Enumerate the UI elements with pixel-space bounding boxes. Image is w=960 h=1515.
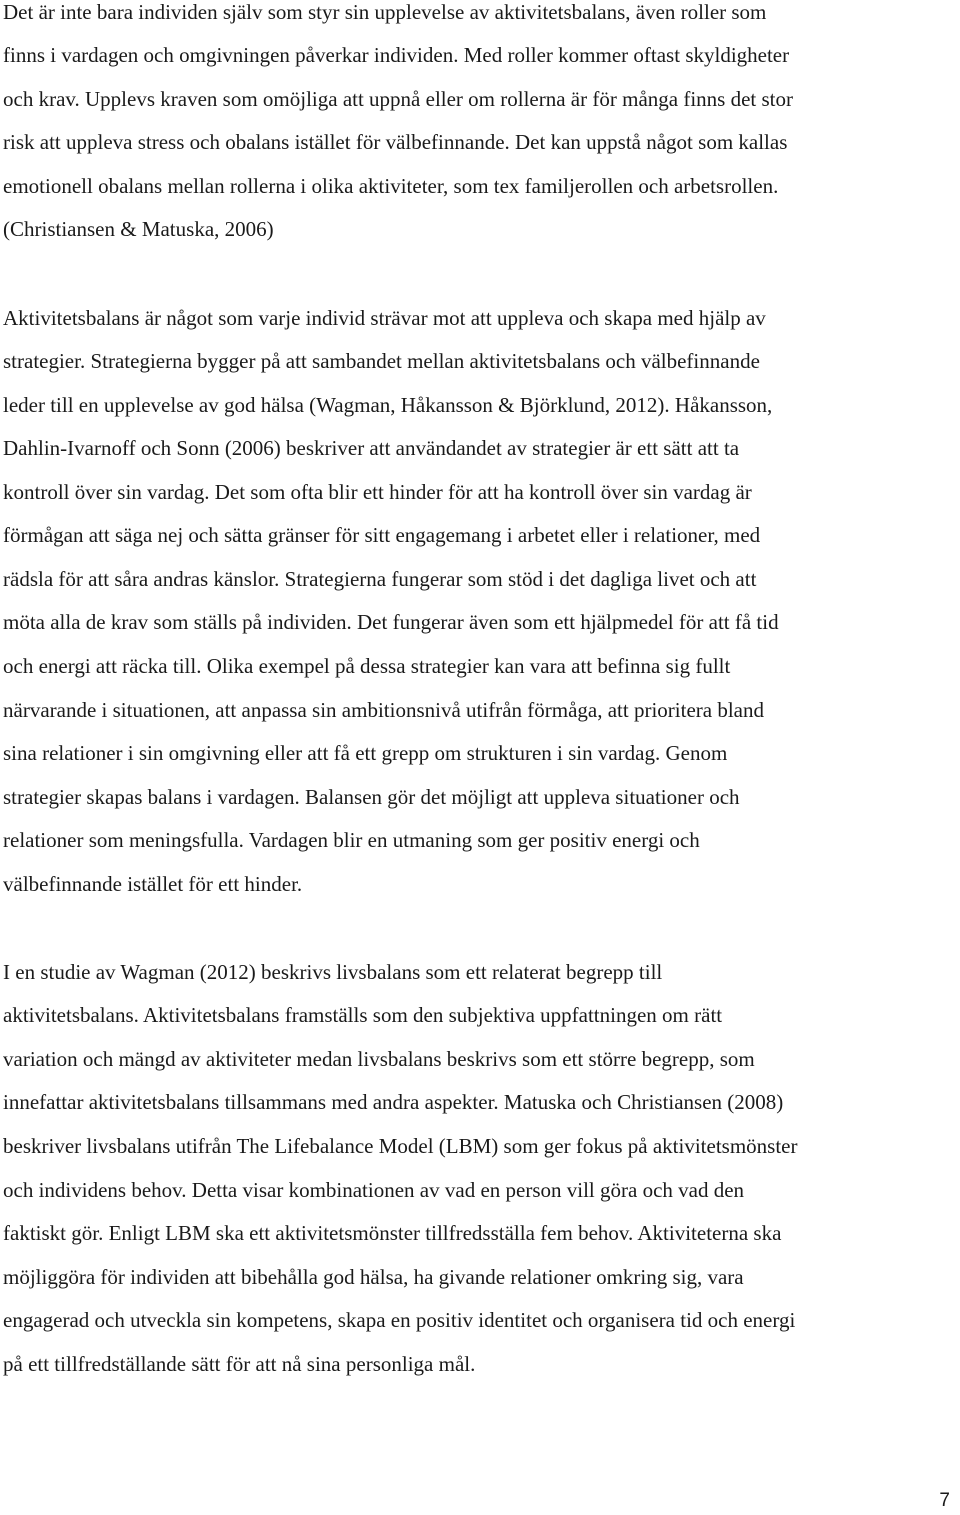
text-line: förmågan att säga nej och sätta gränser för sitt engagemang i arbetet eller i relationer, med bbox=[3, 523, 761, 547]
text-line: innefattar aktivitetsbalans tillsammans med andra aspekter. Matuska och Christiansen (2008) bbox=[3, 1090, 784, 1114]
text-line: faktiskt gör. Enligt LBM ska ett aktivitetsmönster tillfredsställa fem behov. Aktiviteterna ska bbox=[3, 1221, 782, 1245]
text-line: risk att uppleva stress och obalans istället för välbefinnande. Det kan uppstå något som kallas bbox=[3, 130, 788, 154]
text-line: rädsla för att såra andras känslor. Strategierna fungerar som stöd i det dagliga livet och att bbox=[3, 567, 757, 591]
text-line: på ett tillfredställande sätt för att nå sina personliga mål. bbox=[3, 1352, 476, 1376]
text-line: I en studie av Wagman (2012) beskrivs livsbalans som ett relaterat begrepp till bbox=[3, 960, 663, 984]
page-number: 7 bbox=[939, 1490, 950, 1511]
text-line: och energi att räcka till. Olika exempel på dessa strategier kan vara att befinna sig fullt bbox=[3, 654, 731, 678]
text-line: kontroll över sin vardag. Det som ofta blir ett hinder för att ha kontroll över sin vardag är bbox=[3, 480, 752, 504]
text-line: Dahlin-Ivarnoff och Sonn (2006) beskriver att användandet av strategier är ett sätt att ta bbox=[3, 436, 740, 460]
text-line: relationer som meningsfulla. Vardagen blir en utmaning som ger positiv energi och bbox=[3, 828, 700, 852]
text-line: närvarande i situationen, att anpassa sin ambitionsnivå utifrån förmåga, att prioritera bland bbox=[3, 698, 765, 722]
text-line: leder till en upplevelse av god hälsa (Wagman, Håkansson & Björklund, 2012). Håkansson, bbox=[3, 393, 773, 417]
text-line: välbefinnande istället för ett hinder. bbox=[3, 872, 303, 896]
text-line: finns i vardagen och omgivningen påverkar individen. Med roller kommer oftast skyldigheter bbox=[3, 43, 790, 67]
text-line: Det är inte bara individen själv som styr sin upplevelse av aktivitetsbalans, även roller som bbox=[3, 0, 767, 24]
text-line: Aktivitetsbalans är något som varje individ strävar mot att uppleva och skapa med hjälp av bbox=[3, 306, 766, 330]
text-line: (Christiansen & Matuska, 2006) bbox=[3, 217, 274, 241]
text-line: strategier skapas balans i vardagen. Balansen gör det möjligt att uppleva situationer och bbox=[3, 785, 740, 809]
text-line: möta alla de krav som ställs på individen. Det fungerar även som ett hjälpmedel för att få tid bbox=[3, 610, 779, 634]
text-line: och krav. Upplevs kraven som omöjliga att uppnå eller om rollerna är för många finns det stor bbox=[3, 87, 793, 111]
text-line: strategier. Strategierna bygger på att sambandet mellan aktivitetsbalans och välbefinnande bbox=[3, 349, 760, 373]
text-line: och individens behov. Detta visar kombinationen av vad en person vill göra och vad den bbox=[3, 1178, 745, 1202]
text-line: emotionell obalans mellan rollerna i olika aktiviteter, som tex familjerollen och arbetsrollen. bbox=[3, 174, 779, 198]
text-line: variation och mängd av aktiviteter medan livsbalans beskrivs som ett större begrepp, som bbox=[3, 1047, 755, 1071]
text-line: möjliggöra för individen att bibehålla god hälsa, ha givande relationer omkring sig, vara bbox=[3, 1265, 744, 1289]
text-line: sina relationer i sin omgivning eller att få ett grepp om strukturen i sin vardag. Genom bbox=[3, 741, 728, 765]
text-line: beskriver livsbalans utifrån The Lifebalance Model (LBM) som ger fokus på aktivitetsmönster bbox=[3, 1134, 798, 1158]
text-line: aktivitetsbalans. Aktivitetsbalans framställs som den subjektiva uppfattningen om rätt bbox=[3, 1003, 723, 1027]
text-line: engagerad och utveckla sin kompetens, skapa en positiv identitet och organisera tid och energi bbox=[3, 1308, 796, 1332]
